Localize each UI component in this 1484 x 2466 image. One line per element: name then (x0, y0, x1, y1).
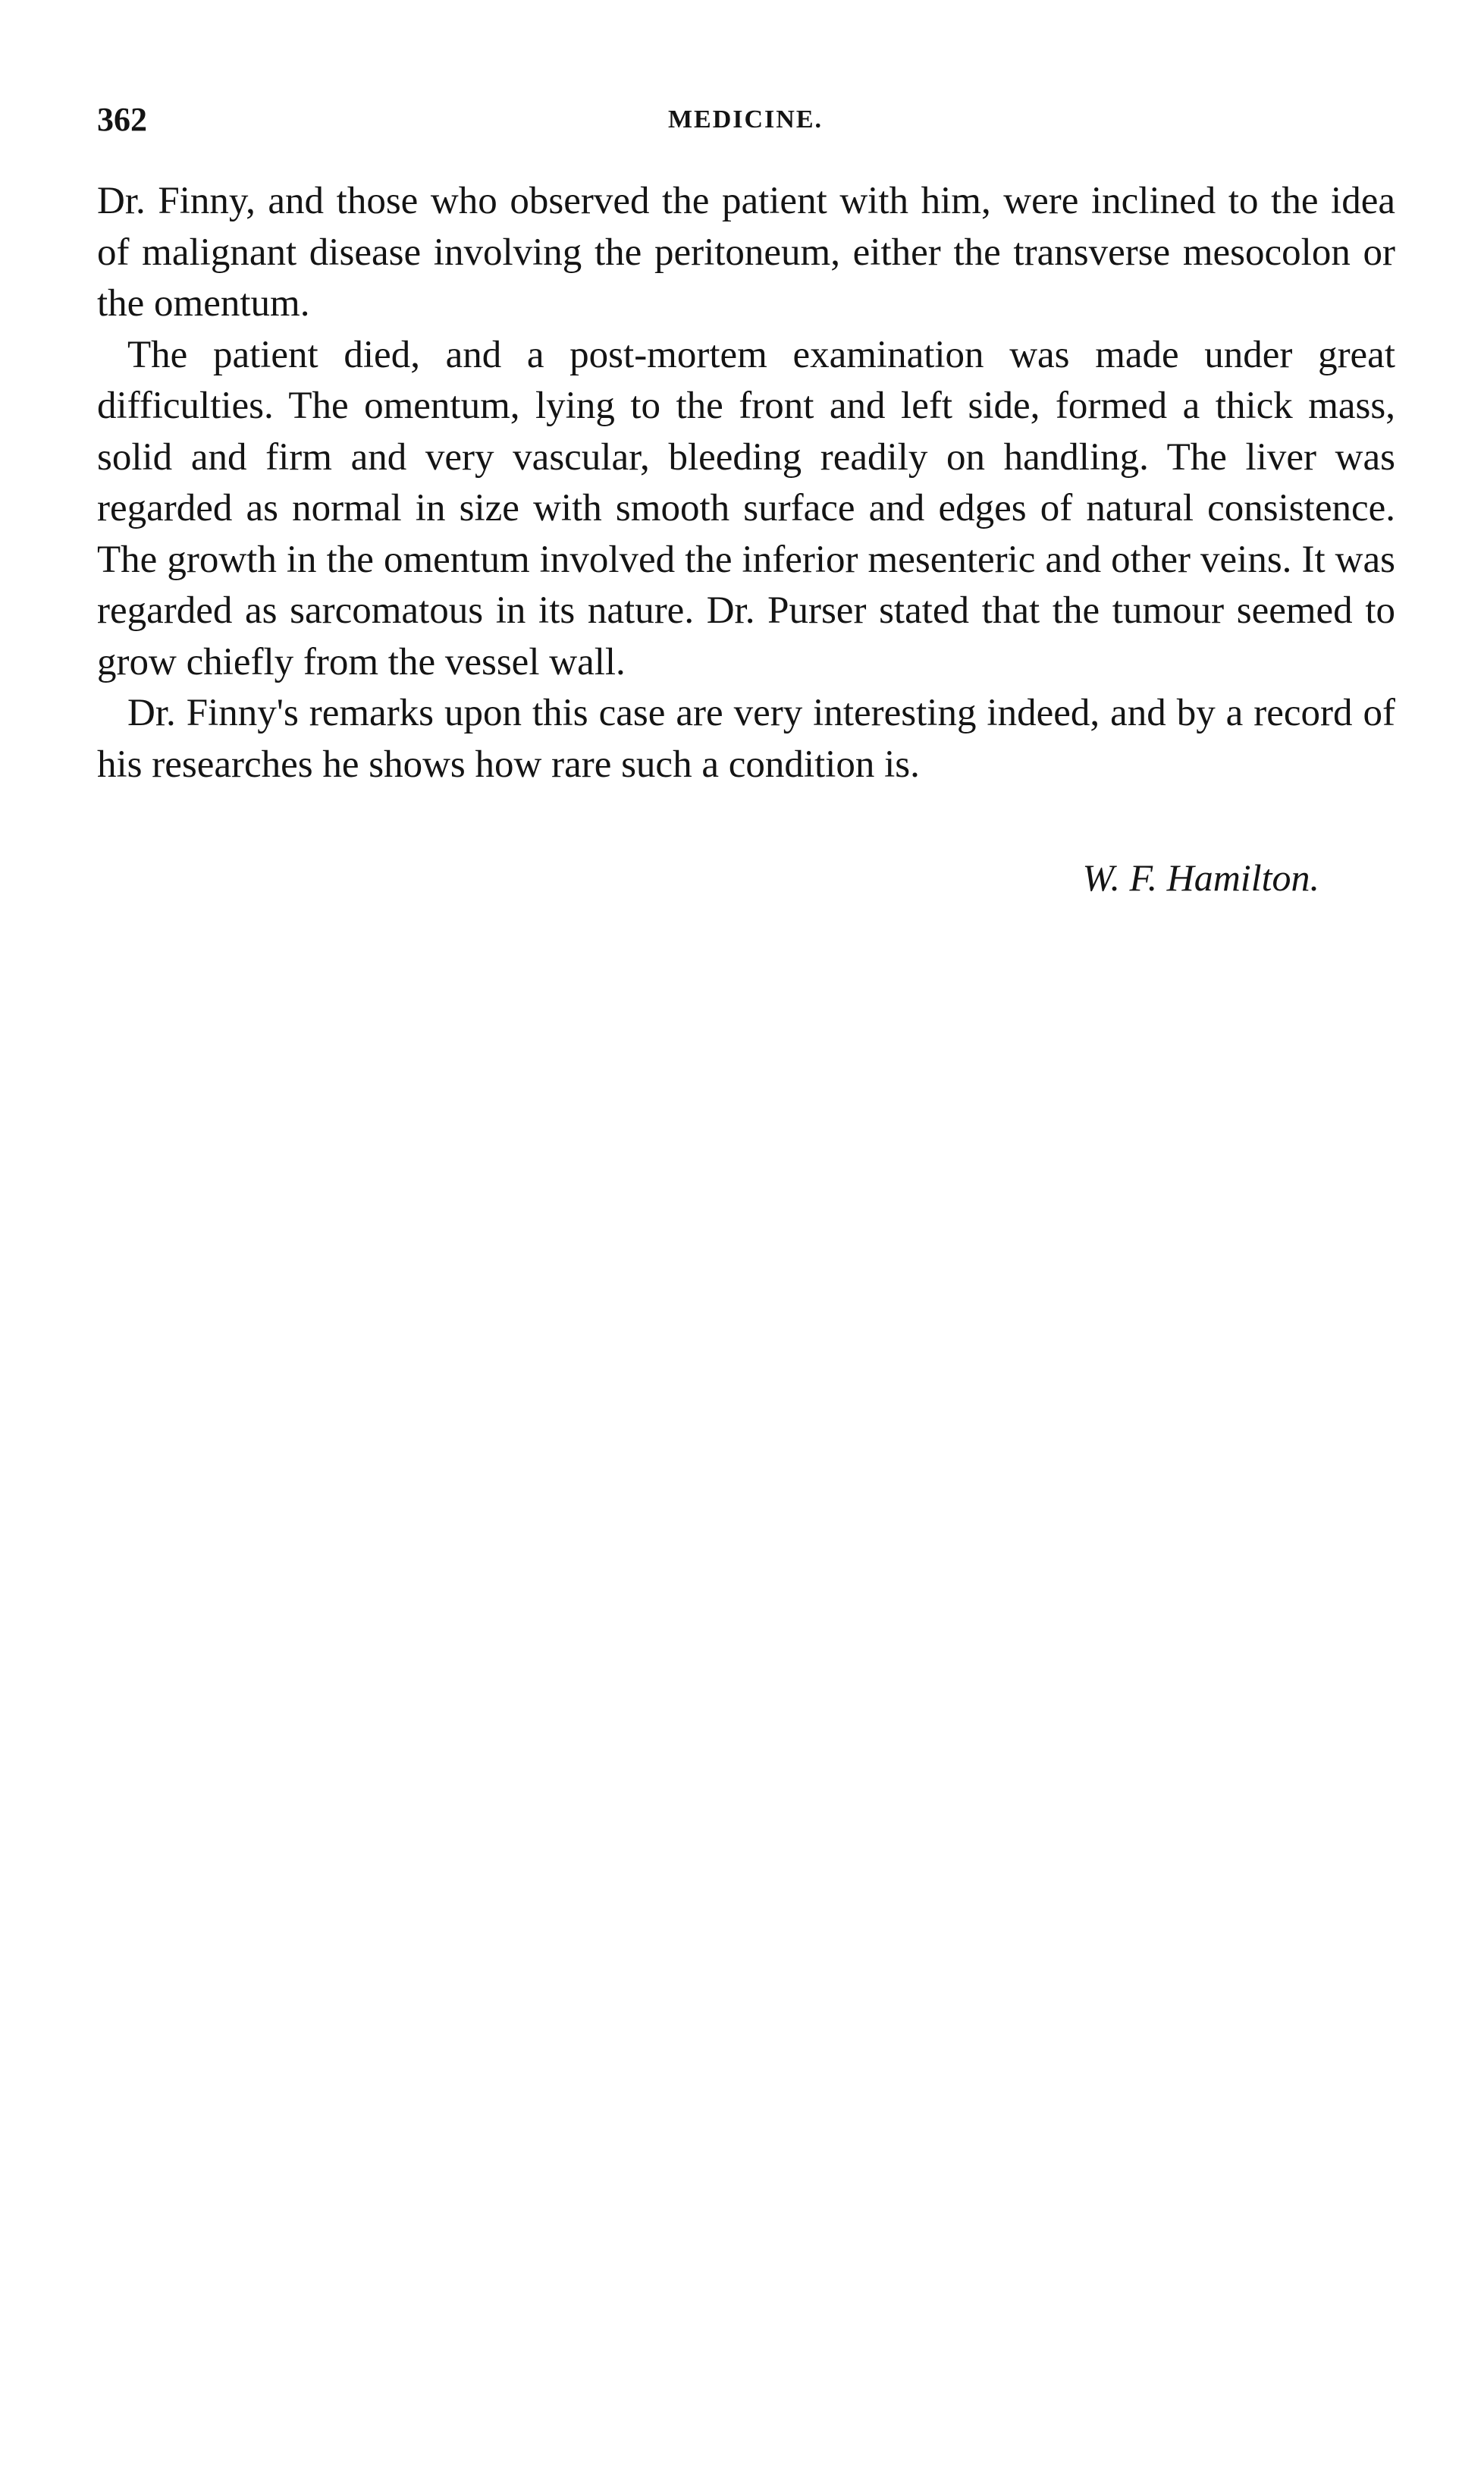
body-text (97, 176, 1395, 790)
paragraph: The patient died, and a post-mortem examination was made under great difficulties. The omentum, lying to the front and left side, formed a thick mass, solid and firm and very vascular, bleeding readily on handling. The liver was regarded as normal in size with smooth surface and edges of natural consistence. The growth in the omentum involved the inferior mesenteric and other veins. It was regarded as sarcomatous in its nature. Dr. Purser stated that the tumour seemed to grow chiefly from the vessel wall. (97, 333, 1395, 683)
paragraph: Dr. Finny's remarks upon this case are very interesting indeed, and by a record of his researches he shows how rare such a condition is. (97, 692, 1395, 786)
page-header (97, 90, 1394, 150)
running-head: MEDICINE. (667, 105, 824, 134)
author-signature: W. F. Hamilton. (1082, 856, 1319, 899)
page-number: 362 (97, 101, 147, 138)
paragraph: Dr. Finny, and those who observed the patient with him, were inclined to the idea of malignant disease involving the peritoneum, either the transverse mesocolon or the omentum. (97, 180, 1395, 325)
